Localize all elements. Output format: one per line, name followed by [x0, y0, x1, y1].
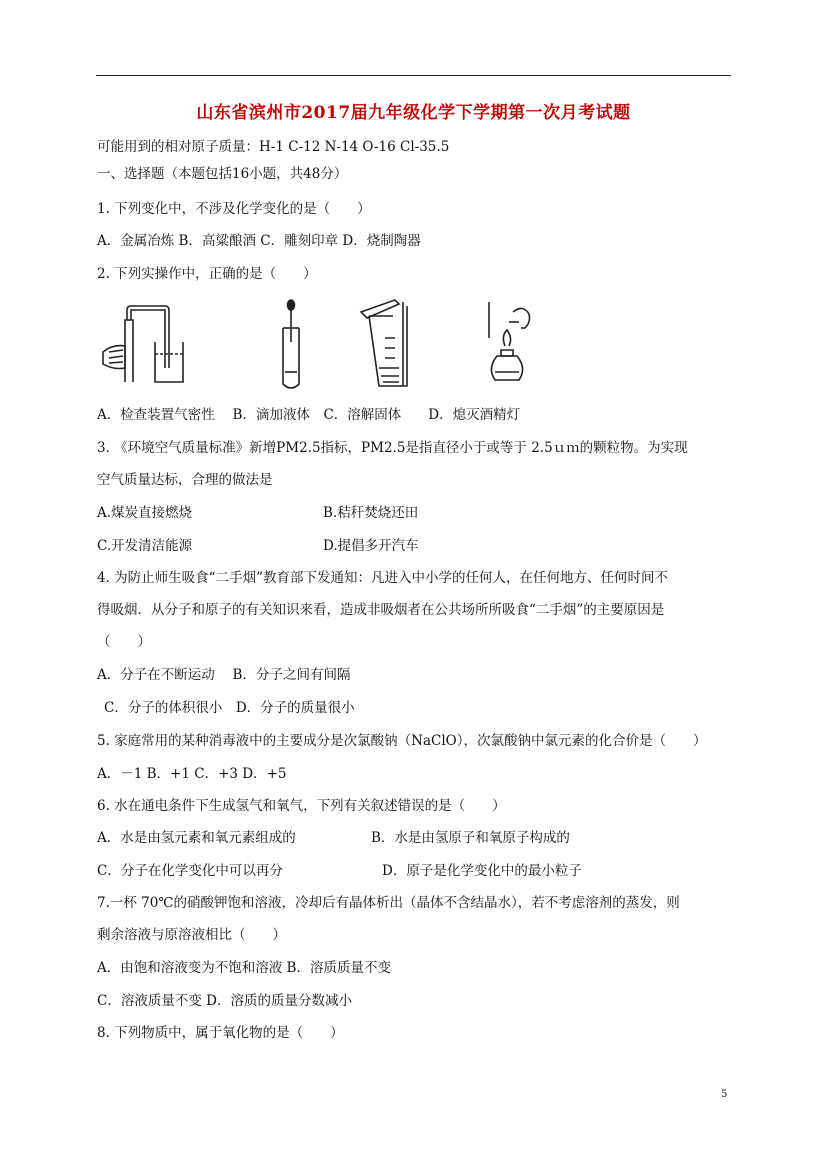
- q5-options: A．－1 B．+1 C．+3 D．+5: [97, 766, 287, 782]
- dissolving-solid-figure: [355, 298, 419, 392]
- page-number: 5: [721, 1089, 728, 1100]
- q4-options-line2: C．分子的体积很小 D．分子的质量很小: [104, 700, 355, 716]
- q3-stem-line2: 空气质量达标，合理的做法是: [97, 472, 273, 488]
- q1-options: A．金属冶炼 B．高粱酿酒 C．雕刻印章 D．烧制陶器: [97, 233, 421, 249]
- exam-title: 山东省滨州市2017届九年级化学下学期第一次月考试题: [196, 103, 631, 123]
- q4-stem-line2: 得吸烟．从分子和原子的有关知识来看，造成非吸烟者在公共场所所吸食“二手烟”的主要原因是: [97, 602, 665, 618]
- header-rule: [96, 75, 731, 76]
- q4-stem-line1: 4. 为防止师生吸食“二手烟”教育部下发通知：凡进入中小学的任何人，在任何地方、任何时间不: [97, 570, 668, 586]
- q4-stem-line3: （ ）: [97, 634, 151, 650]
- q5-stem: 5. 家庭常用的某种消毒液中的主要成分是次氯酸钠（NaClO），次氯酸钠中氯元素的化合价是（ ）: [97, 733, 707, 749]
- q6-option-b: B．水是由氢原子和氧原子构成的: [371, 830, 570, 846]
- q2-figures: [97, 298, 557, 394]
- q6-stem: 6. 水在通电条件下生成氢气和氧气，下列有关叙述错误的是（ ）: [97, 798, 506, 814]
- q6-option-d: D．原子是化学变化中的最小粒子: [382, 863, 582, 879]
- q3-option-d: D.提倡多开汽车: [323, 538, 419, 554]
- alcohol-lamp-figure: [483, 298, 535, 390]
- dropping-liquid-figure: [271, 298, 311, 392]
- q2-options: A．检查装置气密性 B．滴加液体 C．溶解固体 D．熄灭酒精灯: [97, 407, 521, 423]
- q2-stem: 2. 下列实操作中，正确的是（ ）: [97, 266, 317, 282]
- q8-stem: 8. 下列物质中，属于氧化物的是（ ）: [97, 1025, 344, 1041]
- q6-option-c: C．分子在化学变化中可以再分: [97, 863, 283, 879]
- section-heading: 一、选择题（本题包括16小题，共48分）: [97, 166, 348, 182]
- atomic-mass-line: 可能用到的相对原子质量：H-1 C-12 N-14 O-16 Cl-35.5: [97, 139, 450, 155]
- q1-stem: 1. 下列变化中，不涉及化学变化的是（ ）: [97, 201, 371, 217]
- q6-option-a: A．水是由氢元素和氧元素组成的: [97, 830, 296, 846]
- q3-option-b: B.秸秆焚烧还田: [323, 505, 419, 521]
- q3-option-c: C.开发清洁能源: [97, 538, 193, 554]
- q3-stem-line1: 3. 《环境空气质量标准》新增PM2.5指标，PM2.5是指直径小于或等于 2.5ｕｍ的颗粒物。为实现: [97, 440, 688, 456]
- q7-options-line2: C．溶液质量不变 D．溶质的质量分数减小: [97, 993, 352, 1009]
- q7-stem-line2: 剩余溶液与原溶液相比（ ）: [97, 927, 286, 943]
- q7-stem-line1: 7.一杯 70℃的硝酸钾饱和溶液，冷却后有晶体析出（晶体不含结晶水），若不考虑溶剂的蒸发，则: [97, 895, 680, 911]
- airtightness-check-figure: [99, 298, 187, 388]
- q3-option-a: A.煤炭直接燃烧: [97, 505, 193, 521]
- q4-options-line1: A．分子在不断运动 B．分子之间有间隔: [97, 667, 351, 683]
- q7-options-line1: A．由饱和溶液变为不饱和溶液 B．溶质质量不变: [97, 960, 391, 976]
